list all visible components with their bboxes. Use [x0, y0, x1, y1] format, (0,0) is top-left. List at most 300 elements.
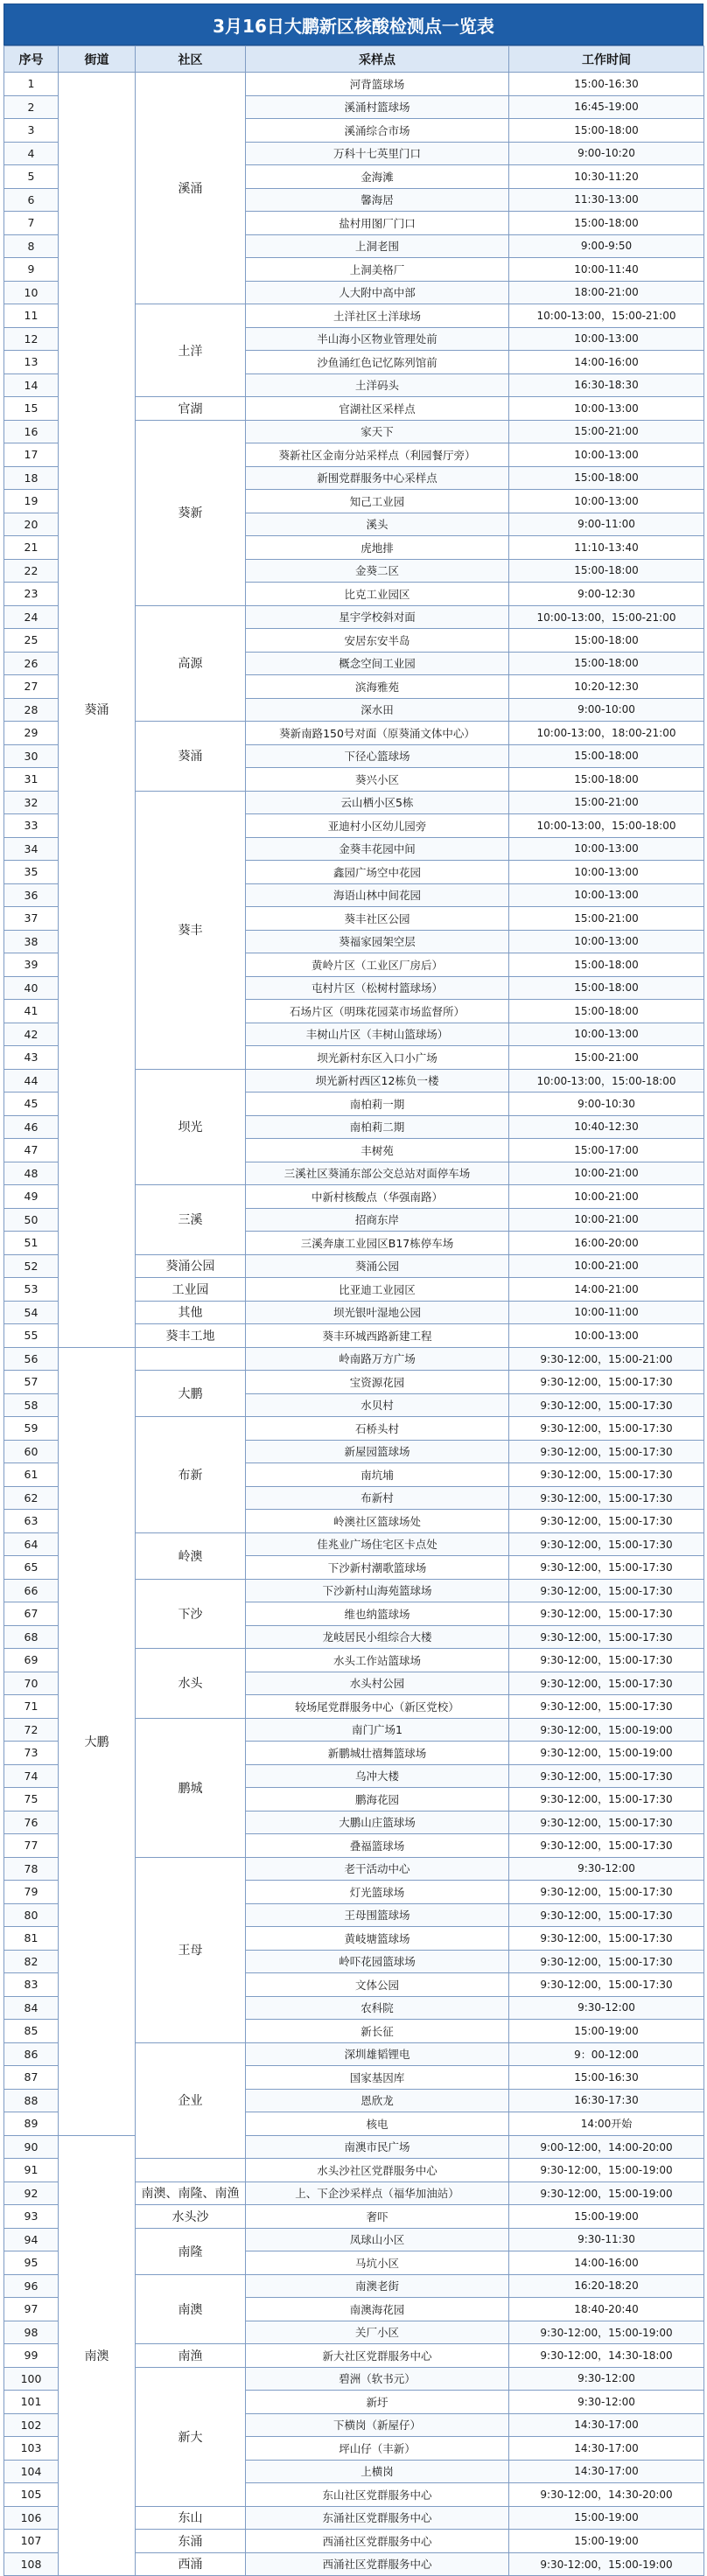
row-number: 34: [4, 837, 59, 861]
header-site: 采样点: [246, 46, 509, 73]
row-number: 78: [4, 1857, 59, 1881]
sampling-site: 知己工业园: [246, 490, 509, 513]
sampling-site: 奢吓: [246, 2205, 509, 2229]
working-hours: 9:30-12:00，15:00-17:30: [509, 1463, 704, 1487]
sampling-site: 坝光银叶湿地公园: [246, 1301, 509, 1324]
sampling-site: 水头工作站篮球场: [246, 1649, 509, 1672]
sampling-site: 葵涌公园: [246, 1254, 509, 1278]
working-hours: 9:30-12:00，15:00-17:30: [509, 1417, 704, 1441]
working-hours: 9:30-12:00，15:00-17:30: [509, 1764, 704, 1788]
sampling-site: 云山栖小区5栋: [246, 791, 509, 814]
row-number: 108: [4, 2552, 59, 2576]
working-hours: 10:00-13:00，15:00-18:00: [509, 814, 704, 838]
sampling-site: 虎地排: [246, 536, 509, 560]
sampling-site: 岭南路万方广场: [246, 1347, 509, 1371]
working-hours: 10:00-13:00: [509, 327, 704, 351]
sampling-site: 新大社区党群服务中心: [246, 2344, 509, 2368]
row-number: 92: [4, 2182, 59, 2205]
working-hours: 10:00-13:00: [509, 1324, 704, 1348]
header-street: 街道: [59, 46, 136, 73]
sampling-site: 官湖社区采样点: [246, 397, 509, 421]
sampling-site: 星宇学校斜对面: [246, 605, 509, 629]
sampling-site: 万科十七英里门口: [246, 142, 509, 165]
row-number: 43: [4, 1046, 59, 1070]
community-cell: 水头沙: [136, 2205, 246, 2229]
sampling-site: 招商东岸: [246, 1208, 509, 1232]
working-hours: 9:00-11:00: [509, 513, 704, 536]
working-hours: 9：00-12:00: [509, 2042, 704, 2066]
row-number: 52: [4, 1254, 59, 1278]
sampling-site: 坝光新村西区12栋负一楼: [246, 1069, 509, 1093]
sampling-site: 新圩: [246, 2391, 509, 2414]
row-number: 65: [4, 1556, 59, 1580]
sampling-site: 关厂小区: [246, 2321, 509, 2344]
working-hours: 9:00-10:00: [509, 698, 704, 722]
sampling-site: 中新村核酸点（华强南路）: [246, 1185, 509, 1209]
row-number: 50: [4, 1208, 59, 1232]
sampling-site: 叠福篮球场: [246, 1834, 509, 1858]
working-hours: 14:30-17:00: [509, 2437, 704, 2461]
row-number: 102: [4, 2413, 59, 2437]
row-number: 67: [4, 1602, 59, 1626]
row-number: 33: [4, 814, 59, 838]
page-title: 3月16日大鹏新区核酸检测点一览表: [4, 3, 704, 45]
working-hours: 9:30-12:00: [509, 2391, 704, 2414]
sampling-site: 鑫园广场空中花园: [246, 861, 509, 884]
working-hours: 15:00-19:00: [509, 2506, 704, 2530]
sampling-site: 黄岭片区（工业区厂房后）: [246, 953, 509, 977]
working-hours: 9:30-12:00，15:00-17:30: [509, 1579, 704, 1602]
row-number: 15: [4, 397, 59, 421]
sampling-site: 马坑小区: [246, 2251, 509, 2275]
working-hours: 16:30-17:30: [509, 2089, 704, 2112]
working-hours: 9:30-12:00: [509, 1996, 704, 2020]
sampling-site: 馨海居: [246, 188, 509, 212]
row-number: 91: [4, 2159, 59, 2182]
sampling-site: 半山海小区物业管理处前: [246, 327, 509, 351]
row-number: 73: [4, 1742, 59, 1765]
row-number: 6: [4, 188, 59, 212]
working-hours: 9:30-12:00，15:00-19:00: [509, 2321, 704, 2344]
sampling-site: 较场尾党群服务中心（新区党校）: [246, 1695, 509, 1719]
row-number: 40: [4, 976, 59, 1000]
sampling-site: 坝光新村东区入口小广场: [246, 1046, 509, 1070]
table-row: [4, 73, 704, 96]
row-number: 90: [4, 2135, 59, 2159]
sampling-site: 葵丰社区公园: [246, 907, 509, 931]
working-hours: 10:00-21:00: [509, 1185, 704, 1209]
working-hours: 9:30-12:00，15:00-19:00: [509, 2159, 704, 2182]
sampling-site: 金海滩: [246, 165, 509, 189]
row-number: 47: [4, 1139, 59, 1162]
row-number: 29: [4, 722, 59, 745]
sampling-site: 盐村用图厂门口: [246, 212, 509, 235]
community-cell: 企业: [136, 2042, 246, 2159]
working-hours: 9:30-12:00，15:00-17:30: [509, 1881, 704, 1904]
row-number: 55: [4, 1324, 59, 1348]
sampling-site: 南门广场1: [246, 1718, 509, 1742]
working-hours: 15:00-16:30: [509, 2066, 704, 2090]
row-number: 87: [4, 2066, 59, 2090]
row-number: 94: [4, 2228, 59, 2251]
sampling-site: 农科院: [246, 1996, 509, 2020]
working-hours: 9:30-12:00，15:00-17:30: [509, 1834, 704, 1858]
sampling-site: 金葵二区: [246, 559, 509, 583]
street-cell: 大鹏: [59, 1347, 136, 2135]
working-hours: 10:00-21:00: [509, 1208, 704, 1232]
working-hours: 15:00-17:00: [509, 1139, 704, 1162]
row-number: 32: [4, 791, 59, 814]
row-number: 28: [4, 698, 59, 722]
community-cell: 其他: [136, 1301, 246, 1324]
working-hours: 10:00-13:00，18:00-21:00: [509, 722, 704, 745]
sampling-site: 乌冲大楼: [246, 1764, 509, 1788]
row-number: 12: [4, 327, 59, 351]
row-number: 69: [4, 1649, 59, 1672]
working-hours: 9:30-12:00，15:00-19:00: [509, 2552, 704, 2576]
row-number: 20: [4, 513, 59, 536]
working-hours: 15:00-16:30: [509, 73, 704, 96]
row-number: 18: [4, 466, 59, 490]
sampling-site: 佳兆业广场住宅区卡点处: [246, 1532, 509, 1556]
community-cell: 下沙: [136, 1579, 246, 1649]
community-cell: 葵涌公园: [136, 1254, 246, 1278]
table-row: [4, 2135, 704, 2159]
working-hours: 18:40-20:40: [509, 2298, 704, 2321]
row-number: 16: [4, 420, 59, 443]
row-number: 63: [4, 1510, 59, 1533]
working-hours: 15:00-21:00: [509, 907, 704, 931]
row-number: 106: [4, 2506, 59, 2530]
working-hours: 9:30-12:00，15:00-17:30: [509, 1393, 704, 1417]
row-number: 49: [4, 1185, 59, 1209]
community-cell: 葵丰: [136, 791, 246, 1069]
row-number: 80: [4, 1903, 59, 1927]
community-cell: 东山: [136, 2506, 246, 2530]
working-hours: 9:30-12:00，15:00-17:30: [509, 1556, 704, 1580]
community-cell: [136, 2159, 246, 2182]
sampling-site: 新长征: [246, 2020, 509, 2043]
row-number: 25: [4, 629, 59, 653]
sampling-site: 东山社区党群服务中心: [246, 2483, 509, 2507]
row-number: 23: [4, 583, 59, 606]
sampling-site: 家天下: [246, 420, 509, 443]
row-number: 41: [4, 1000, 59, 1023]
row-number: 31: [4, 768, 59, 792]
community-cell: 土洋: [136, 304, 246, 397]
sampling-site: 丰树苑: [246, 1139, 509, 1162]
sampling-site: 概念空间工业园: [246, 652, 509, 675]
working-hours: 9:30-12:00，15:00-17:30: [509, 1811, 704, 1834]
working-hours: 9:00-9:50: [509, 234, 704, 258]
sampling-site: 碧洲（软书元）: [246, 2367, 509, 2391]
row-number: 42: [4, 1023, 59, 1046]
sampling-site: 亚迪村小区幼儿园旁: [246, 814, 509, 838]
community-cell: 葵涌: [136, 722, 246, 792]
working-hours: 14:00-21:00: [509, 1278, 704, 1302]
row-number: 99: [4, 2344, 59, 2368]
community-cell: 鹏城: [136, 1718, 246, 1857]
sampling-site: 水头村公园: [246, 1672, 509, 1695]
working-hours: 10:40-12:30: [509, 1115, 704, 1139]
sampling-site: 海语山林中间花园: [246, 883, 509, 907]
sampling-site: 溪涌综合市场: [246, 119, 509, 143]
working-hours: 15:00-18:00: [509, 466, 704, 490]
row-number: 2: [4, 95, 59, 119]
row-number: 9: [4, 258, 59, 282]
row-number: 74: [4, 1764, 59, 1788]
working-hours: 15:00-18:00: [509, 629, 704, 653]
working-hours: 9:30-12:00，15:00-17:30: [509, 1625, 704, 1649]
table-header-row: [4, 46, 704, 73]
row-number: 38: [4, 930, 59, 953]
working-hours: 9:00-10:20: [509, 142, 704, 165]
community-cell: 水头: [136, 1649, 246, 1719]
row-number: 10: [4, 281, 59, 304]
sampling-site: 凤球山小区: [246, 2228, 509, 2251]
working-hours: 9:30-12:00，15:00-17:30: [509, 1788, 704, 1812]
working-hours: 9:30-12:00，15:00-17:30: [509, 1440, 704, 1463]
row-number: 45: [4, 1093, 59, 1116]
row-number: 60: [4, 1440, 59, 1463]
sampling-site: 大鹏山庄篮球场: [246, 1811, 509, 1834]
row-number: 95: [4, 2251, 59, 2275]
working-hours: 10:00-13:00: [509, 883, 704, 907]
sampling-site: 新屋园篮球场: [246, 1440, 509, 1463]
working-hours: 16:20-18:20: [509, 2274, 704, 2298]
working-hours: 9:00-10:30: [509, 1093, 704, 1116]
row-number: 84: [4, 1996, 59, 2020]
working-hours: 15:00-18:00: [509, 976, 704, 1000]
sampling-site: 葵兴小区: [246, 768, 509, 792]
sampling-site: 葵丰环城西路新建工程: [246, 1324, 509, 1348]
sampling-site: 葵新南路150号对面（原葵涌文体中心）: [246, 722, 509, 745]
working-hours: 15:00-19:00: [509, 2020, 704, 2043]
working-hours: 9:30-11:30: [509, 2228, 704, 2251]
working-hours: 15:00-18:00: [509, 119, 704, 143]
street-cell: 南澳: [59, 2135, 136, 2576]
working-hours: 15:00-18:00: [509, 768, 704, 792]
row-number: 30: [4, 744, 59, 768]
row-number: 19: [4, 490, 59, 513]
working-hours: 15:00-21:00: [509, 420, 704, 443]
row-number: 57: [4, 1371, 59, 1394]
community-cell: 南澳: [136, 2274, 246, 2344]
sampling-site: 深水田: [246, 698, 509, 722]
working-hours: 9:30-12:00，15:00-17:30: [509, 1486, 704, 1510]
row-number: 53: [4, 1278, 59, 1302]
sampling-site: 葵新社区金南分站采样点（利园餐厅旁）: [246, 443, 509, 467]
community-cell: [136, 1347, 246, 1371]
table-body: [4, 73, 704, 2576]
sampling-site: 屯村片区（松树村篮球场）: [246, 976, 509, 1000]
row-number: 27: [4, 675, 59, 699]
sampling-site: 丰树山片区（丰树山篮球场）: [246, 1023, 509, 1046]
sampling-site: 龙岐居民小组综合大楼: [246, 1625, 509, 1649]
working-hours: 9:00-12:30: [509, 583, 704, 606]
working-hours: 9:30-12:00，15:00-17:30: [509, 1649, 704, 1672]
sampling-site: 石场片区（明珠花园菜市场监督所）: [246, 1000, 509, 1023]
sampling-site: 下横岗（新屋仔）: [246, 2413, 509, 2437]
row-number: 82: [4, 1950, 59, 1973]
sampling-site: 下径心篮球场: [246, 744, 509, 768]
row-number: 46: [4, 1115, 59, 1139]
row-number: 68: [4, 1625, 59, 1649]
working-hours: 9:00-12:00，14:00-20:00: [509, 2135, 704, 2159]
sampling-site: 金葵丰花园中间: [246, 837, 509, 861]
row-number: 4: [4, 142, 59, 165]
sampling-site: 坪山仔（丰新）: [246, 2437, 509, 2461]
row-number: 35: [4, 861, 59, 884]
working-hours: 18:00-21:00: [509, 281, 704, 304]
row-number: 22: [4, 559, 59, 583]
community-cell: 南澳、南隆、南渔: [136, 2182, 246, 2205]
row-number: 14: [4, 373, 59, 397]
row-number: 7: [4, 212, 59, 235]
row-number: 101: [4, 2391, 59, 2414]
sampling-site: 三溪奔康工业园区B17栋停车场: [246, 1232, 509, 1255]
working-hours: 10:00-11:00: [509, 1301, 704, 1324]
row-number: 58: [4, 1393, 59, 1417]
row-number: 17: [4, 443, 59, 467]
row-number: 36: [4, 883, 59, 907]
row-number: 77: [4, 1834, 59, 1858]
row-number: 79: [4, 1881, 59, 1904]
header-community: 社区: [136, 46, 246, 73]
working-hours: 10:00-13:00: [509, 837, 704, 861]
sampling-site: 岭吓花园篮球场: [246, 1950, 509, 1973]
row-number: 85: [4, 2020, 59, 2043]
row-number: 104: [4, 2460, 59, 2483]
sampling-site: 水头沙社区党群服务中心: [246, 2159, 509, 2182]
sampling-site: 滨海雅苑: [246, 675, 509, 699]
sampling-site: 下沙新村潮歌篮球场: [246, 1556, 509, 1580]
row-number: 83: [4, 1973, 59, 1997]
community-cell: 王母: [136, 1857, 246, 2042]
working-hours: 9:30-12:00，15:00-17:30: [509, 1532, 704, 1556]
sampling-site: 溪涌村篮球场: [246, 95, 509, 119]
working-hours: 10:00-13:00: [509, 490, 704, 513]
community-cell: 葵丰工地: [136, 1324, 246, 1348]
sampling-site: 新鹏城壮禧舞篮球场: [246, 1742, 509, 1765]
row-number: 21: [4, 536, 59, 560]
row-number: 44: [4, 1069, 59, 1093]
working-hours: 10:00-13:00: [509, 861, 704, 884]
sampling-site: 南坑埔: [246, 1463, 509, 1487]
community-cell: 官湖: [136, 397, 246, 421]
working-hours: 15:00-18:00: [509, 1000, 704, 1023]
working-hours: 14:30-17:00: [509, 2460, 704, 2483]
row-number: 59: [4, 1417, 59, 1441]
working-hours: 9:30-12:00: [509, 2367, 704, 2391]
sampling-site: 上横岗: [246, 2460, 509, 2483]
sampling-site: 比亚迪工业园区: [246, 1278, 509, 1302]
working-hours: 14:00-16:00: [509, 351, 704, 374]
working-hours: 15:00-18:00: [509, 559, 704, 583]
working-hours: 9:30-12:00，15:00-17:30: [509, 1510, 704, 1533]
row-number: 8: [4, 234, 59, 258]
row-number: 81: [4, 1927, 59, 1951]
sampling-site: 文体公园: [246, 1973, 509, 1997]
sampling-site: 土洋社区土洋球场: [246, 304, 509, 328]
row-number: 103: [4, 2437, 59, 2461]
working-hours: 15:00-18:00: [509, 744, 704, 768]
community-cell: 工业园: [136, 1278, 246, 1302]
row-number: 5: [4, 165, 59, 189]
sampling-site: 灯光篮球场: [246, 1881, 509, 1904]
sampling-site: 河背篮球场: [246, 73, 509, 96]
sampling-site: 新围党群服务中心采样点: [246, 466, 509, 490]
working-hours: 9:30-12:00，15:00-17:30: [509, 1973, 704, 1997]
working-hours: 9:30-12:00，15:00-17:30: [509, 1927, 704, 1951]
sampling-site: 维也纳篮球场: [246, 1602, 509, 1626]
working-hours: 15:00-18:00: [509, 212, 704, 235]
row-number: 86: [4, 2042, 59, 2066]
sampling-site: 岭澳社区篮球场处: [246, 1510, 509, 1533]
working-hours: 9:30-12:00，15:00-19:00: [509, 1742, 704, 1765]
working-hours: 9:30-12:00，15:00-17:30: [509, 1950, 704, 1973]
working-hours: 15:00-21:00: [509, 1046, 704, 1070]
row-number: 37: [4, 907, 59, 931]
community-cell: 高源: [136, 605, 246, 722]
working-hours: 15:00-21:00: [509, 791, 704, 814]
working-hours: 9:30-12:00，15:00-19:00: [509, 1718, 704, 1742]
working-hours: 14:30-17:00: [509, 2413, 704, 2437]
header-no: 序号: [4, 46, 59, 73]
community-cell: 葵新: [136, 420, 246, 605]
community-cell: 南渔: [136, 2344, 246, 2368]
sampling-site: 西涌社区党群服务中心: [246, 2530, 509, 2553]
street-cell: 葵涌: [59, 73, 136, 1348]
row-number: 97: [4, 2298, 59, 2321]
row-number: 72: [4, 1718, 59, 1742]
working-hours: 9:30-12:00，15:00-17:30: [509, 1672, 704, 1695]
community-cell: 溪涌: [136, 73, 246, 304]
row-number: 89: [4, 2112, 59, 2136]
sampling-site: 黄岐塘篮球场: [246, 1927, 509, 1951]
row-number: 48: [4, 1162, 59, 1185]
sampling-site: 恩欣龙: [246, 2089, 509, 2112]
working-hours: 10:00-13:00，15:00-21:00: [509, 304, 704, 328]
working-hours: 14:00开始: [509, 2112, 704, 2136]
sampling-site: 上洞美格厂: [246, 258, 509, 282]
working-hours: 10:00-13:00: [509, 397, 704, 421]
sampling-site: 葵福家园架空层: [246, 930, 509, 953]
sampling-site: 国家基因库: [246, 2066, 509, 2090]
testing-sites-table: [4, 45, 704, 2576]
row-number: 75: [4, 1788, 59, 1812]
sampling-site: 下沙新村山海苑篮球场: [246, 1579, 509, 1602]
working-hours: 16:00-20:00: [509, 1232, 704, 1255]
working-hours: 10:00-13:00: [509, 443, 704, 467]
working-hours: 15:00-19:00: [509, 2530, 704, 2553]
row-number: 26: [4, 652, 59, 675]
sampling-site: 上、下企沙采样点（福华加油站）: [246, 2182, 509, 2205]
sampling-site: 南柏莉二期: [246, 1115, 509, 1139]
sampling-site: 东涌社区党群服务中心: [246, 2506, 509, 2530]
community-cell: 南隆: [136, 2228, 246, 2274]
sampling-site: 南澳老街: [246, 2274, 509, 2298]
sampling-site: 深圳雄韬锂电: [246, 2042, 509, 2066]
row-number: 61: [4, 1463, 59, 1487]
row-number: 98: [4, 2321, 59, 2344]
community-cell: 坝光: [136, 1069, 246, 1185]
sampling-site: 上洞老围: [246, 234, 509, 258]
working-hours: 16:30-18:30: [509, 373, 704, 397]
sampling-site: 宝资源花园: [246, 1371, 509, 1394]
working-hours: 14:00-16:00: [509, 2251, 704, 2275]
row-number: 51: [4, 1232, 59, 1255]
